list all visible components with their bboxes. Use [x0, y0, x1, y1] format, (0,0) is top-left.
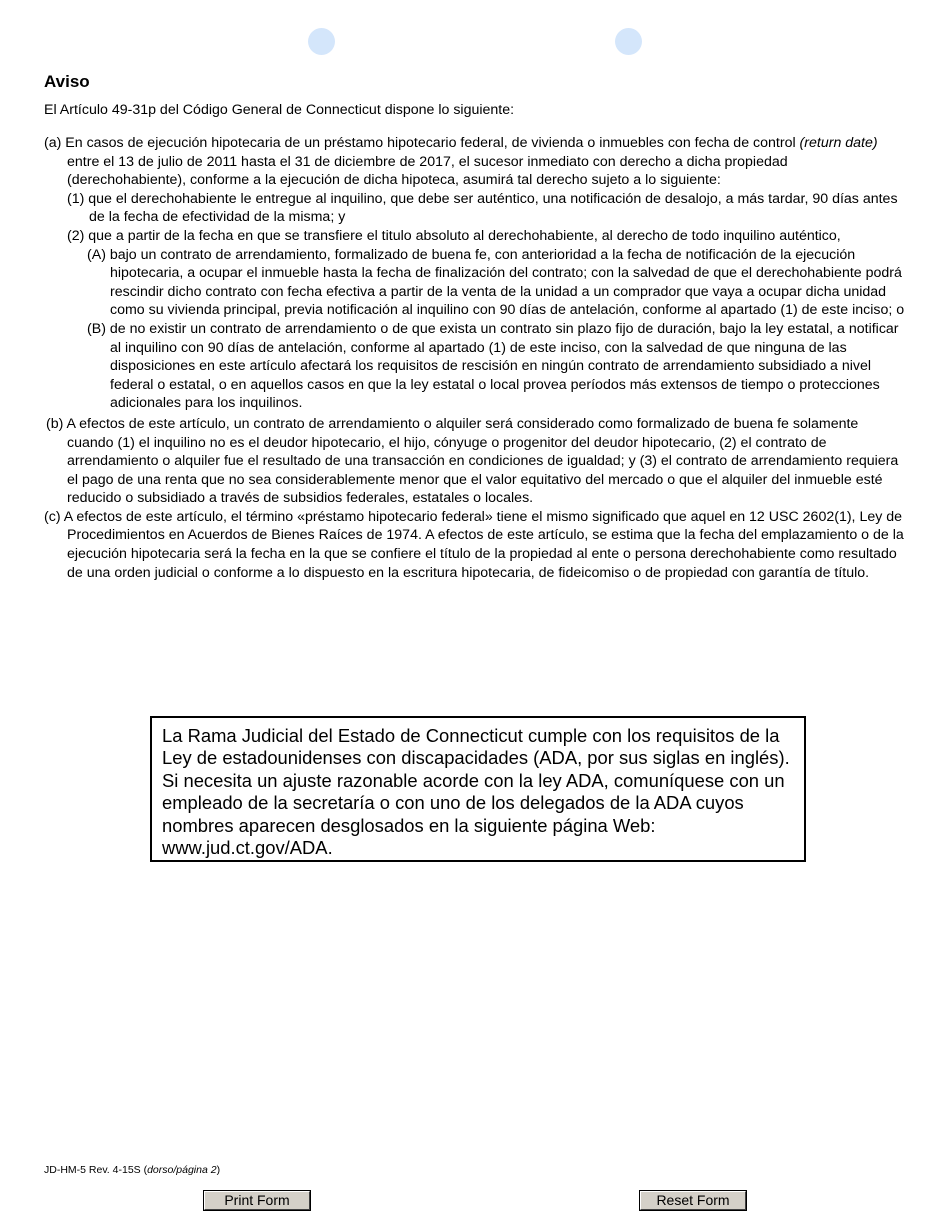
item-B — [44, 320, 906, 413]
paragraph-b-text: A efectos de este artículo, un contrato de arrendamiento o alquiler será considerado como formalizado de buena fe solamente cuando (1) el inquilino no es el deudor hipotecario, el hijo, cónyuge o progenitor del deudor hipotecario, (2) el contrato de arrendamiento o alquiler fue el resultado de una transacción en condiciones de igualdad; y (3) el contrato de arrendamiento requiera el pago de una renta que no sea considerablemente menor que el valor equitativo del mercado o que el alquiler del inmueble esté reducido o subsidiado a través de subsidios federales, estatales o locales. — [66, 415, 899, 507]
item-1-text: que el derechohabiente le entregue al inquilino, que debe ser auténtico, una notificación de desalojo, a más tardar, 90 días antes de la fecha de efectividad de la misma; y — [88, 190, 898, 226]
item-2-label: (2) — [67, 227, 89, 244]
print-form-button[interactable]: Print Form — [204, 1191, 310, 1210]
item-A — [44, 246, 906, 320]
form-footer-id — [44, 1164, 220, 1176]
statute-text — [44, 134, 906, 582]
notice-intro: El Artículo 49-31p del Código General de Connecticut dispone lo siguiente: — [44, 102, 515, 118]
item-2 — [44, 227, 906, 246]
paragraph-a-emphasis: (return date) — [799, 135, 878, 151]
paragraph-c-text: A efectos de este artículo, el término «préstamo hipotecario federal» tiene el mismo significado que aquel en 12 USC 2602(1), Ley de Procedimientos en Acuerdos de Bienes Raíces de 1974. A efectos de este artículo, se estima que la fecha del emplazamiento o de la ejecución hipotecaria será la fecha en la que se confiere el título de la propiedad al ente o persona derechohabiente como resultado de una orden judicial o conforme a lo dispuesto en la escritura hipotecaria, de fideicomiso o de propiedad con garantía de título. — [63, 508, 904, 581]
item-1 — [44, 190, 906, 227]
form-id-close: ) — [216, 1164, 221, 1176]
paragraph-a — [44, 134, 906, 190]
ada-notice-text: La Rama Judicial del Estado de Connecticut cumple con los requisitos de la Ley de estadounidenses con discapacidades (ADA, por sus siglas en inglés). Si necesita un ajuste razonable acorde con la ley ADA, comuníquese con un empleado de la secretaría o con uno de los delegados de la ADA cuyos nombres aparecen desglosados en la siguiente página Web: www.jud.ct.gov/ADA. — [162, 725, 790, 859]
paragraph-b — [44, 415, 906, 508]
paragraph-b-label: (b) — [46, 415, 67, 432]
item-B-text: de no existir un contrato de arrendamiento o de que exista un contrato sin plazo fijo de duración, bajo la ley estatal, a notificar al inquilino con 90 días de antelación, conforme al apartado (1) de este inciso, con la salvedad de que ninguna de las disposiciones en este artículo afectará los requisitos de rescisión en ningún contrato de arrendamiento subsidiado a nivel federal o estatal, o en aquellos casos en que la ley estatal o local provea períodos más extensos de tiempo o protecciones adicionales para los inquilinos. — [109, 320, 899, 412]
ada-notice-box — [150, 716, 806, 862]
punch-hole-right — [615, 28, 642, 55]
item-A-label: (A) — [87, 246, 110, 263]
paragraph-a-text-cont: entre el 13 de julio de 2011 hasta el 31 de diciembre de 2017, el sucesor inmediato con derecho a dicha propiedad (derechohabiente), conforme a la ejecución de dicha hipoteca, asumirá tal derecho sujeto a lo siguiente: — [67, 153, 788, 189]
notice-title: Aviso — [44, 72, 90, 91]
item-B-label: (B) — [87, 320, 110, 337]
item-2-text: que a partir de la fecha en que se transfiere el titulo absoluto al derechohabiente, al derecho de todo inquilino auténtico, — [88, 227, 841, 244]
paragraph-a-text: En casos de ejecución hipotecaria de un préstamo hipotecario federal, de vivienda o inmuebles con fecha de control — [65, 135, 800, 151]
paragraph-c-label: (c) — [44, 508, 64, 525]
form-id: JD-HM-5 Rev. 4-15S ( — [44, 1164, 148, 1176]
item-A-text: bajo un contrato de arrendamiento, formalizado de buena fe, con anterioridad a la fecha de notificación de la ejecución hipotecaria, a ocupar el inmueble hasta la fecha de finalización del contrato; con la salvedad de que el derechohabiente podrá rescindir dicho contrato con fecha efectiva a partir de la venta de la unidad a un comprador que vaya a ocupar dicha unidad como su vivienda principal, previa notificación al inquilino con 90 días de antelación, conforme al apartado (1) de este inciso; o — [109, 246, 905, 319]
punch-hole-left — [308, 28, 335, 55]
page-label: dorso/página 2 — [147, 1164, 217, 1176]
reset-form-button[interactable]: Reset Form — [640, 1191, 746, 1210]
paragraph-c — [44, 508, 906, 582]
paragraph-a-label: (a) — [44, 135, 66, 151]
item-1-label: (1) — [67, 190, 89, 207]
